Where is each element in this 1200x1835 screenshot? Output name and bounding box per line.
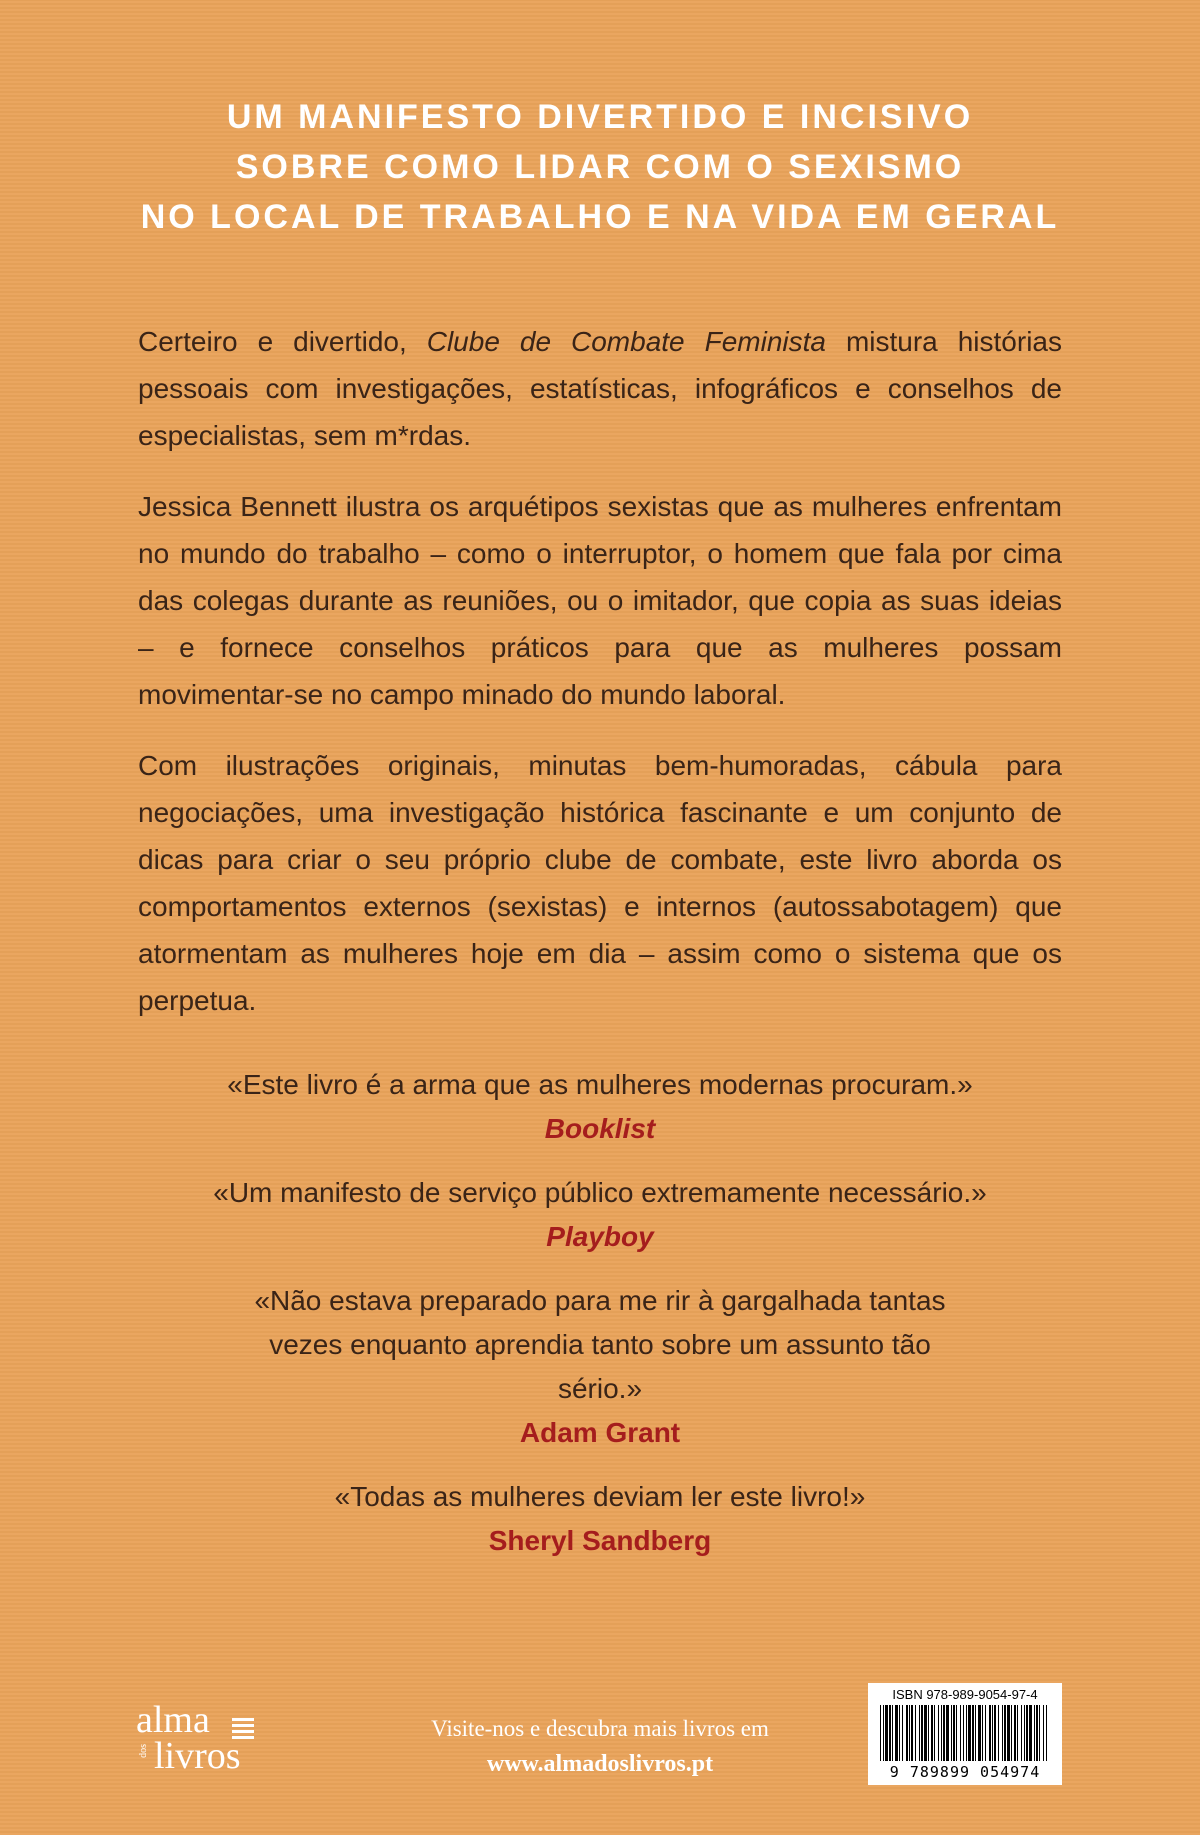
book-title: Clube de Combate Feminista	[426, 326, 826, 357]
barcode-bar	[911, 1705, 913, 1761]
barcode-bar	[989, 1705, 991, 1761]
barcode-bar	[931, 1705, 933, 1761]
barcode-bar	[960, 1705, 961, 1761]
barcode-bar	[889, 1705, 891, 1761]
barcode-bar	[956, 1705, 957, 1761]
barcode-bar	[982, 1705, 983, 1761]
barcode-bar	[1007, 1705, 1010, 1761]
quote-text: «Não estava preparado para me rir à gargalhada tantas vezes enquanto aprendia tanto sobre um assunto tão sério.»	[254, 1285, 946, 1404]
blurb-paragraph-2: Jessica Bennett ilustra os arquétipos sexistas que as mulheres enfrentam no mundo do trabalho – como o interruptor, o homem que fala por cima das colegas durante as reuniões, ou o imitador, que copia as suas ideias – e fornece conselhos práticos para que as mulheres possam movimentar-se no campo minado do mundo laboral.	[138, 491, 1062, 710]
logo-word-livros: livros	[154, 1735, 241, 1777]
blurb-p1-rest: mistura histórias pessoais com investigações, estatísticas, infográficos e conselhos de especialistas, sem m*rdas.	[138, 326, 1062, 451]
barcode-bars	[878, 1705, 1052, 1763]
barcode-bar	[972, 1705, 974, 1761]
barcode-bar	[921, 1705, 923, 1761]
barcode-bar	[909, 1705, 910, 1761]
review-quote	[60, 1171, 1140, 1259]
barcode-bar	[992, 1705, 993, 1761]
barcode-bar	[1034, 1705, 1035, 1761]
quote-text: «Este livro é a arma que as mulheres modernas procuram.»	[227, 1069, 973, 1100]
barcode-bar	[953, 1705, 955, 1761]
publisher-visit	[380, 1712, 820, 1782]
quote-text: «Todas as mulheres deviam ler este livro!»	[334, 1481, 866, 1512]
barcode-bar	[1014, 1705, 1016, 1761]
barcode-bar	[994, 1705, 996, 1761]
barcode-bar	[883, 1705, 884, 1761]
barcode-bar	[915, 1705, 916, 1761]
barcode-bar	[924, 1705, 927, 1761]
barcode-bar	[934, 1705, 935, 1761]
visit-text: Visite-nos e descubra mais livros em	[431, 1716, 769, 1741]
barcode-bar	[1021, 1705, 1022, 1761]
barcode-bar	[1024, 1705, 1025, 1761]
blurb-p1-intro: Certeiro e divertido,	[138, 326, 427, 357]
barcode-bar	[1039, 1705, 1040, 1761]
barcode-bar	[941, 1705, 942, 1761]
review-quote	[60, 1279, 1140, 1455]
barcode-bar	[968, 1705, 971, 1761]
barcode-bar	[966, 1705, 967, 1761]
barcode-bar	[951, 1705, 952, 1761]
barcode-bar	[885, 1705, 888, 1761]
barcode-bar	[943, 1705, 945, 1761]
barcode-bar	[899, 1705, 900, 1761]
barcode-bar	[1017, 1705, 1018, 1761]
quote-source: Sheryl Sandberg	[488, 1525, 712, 1556]
website-link[interactable]: www.almadoslivros.pt	[486, 1751, 714, 1777]
isbn-label: ISBN 978-989-9054-97-4	[892, 1687, 1038, 1702]
blurb	[138, 318, 1062, 1048]
publisher-logo	[136, 1700, 276, 1780]
barcode-bar	[880, 1705, 881, 1761]
quote-text: «Um manifesto de serviço público extremamente necessário.»	[213, 1177, 987, 1208]
barcode-bar	[985, 1705, 986, 1761]
logo-word-alma: alma	[136, 1699, 210, 1741]
headline	[0, 92, 1200, 242]
barcode-bar	[1011, 1705, 1012, 1761]
barcode-bar	[998, 1705, 999, 1761]
barcode-bar	[1043, 1705, 1044, 1761]
barcode-bar	[978, 1705, 981, 1761]
barcode-bar	[1029, 1705, 1032, 1761]
barcode-digits: 9 789899 054974	[889, 1763, 1041, 1781]
headline-line-3: NO LOCAL DE TRABALHO E NA VIDA EM GERAL	[140, 198, 1060, 236]
headline-line-1: UM MANIFESTO DIVERTIDO E INCISIVO	[226, 98, 974, 136]
barcode-bar	[1036, 1705, 1038, 1761]
review-quote	[60, 1063, 1140, 1151]
barcode-bar	[1026, 1705, 1028, 1761]
barcode-bar	[906, 1705, 908, 1761]
barcode-bar	[895, 1705, 898, 1761]
barcode-bar	[946, 1705, 949, 1761]
barcode-bar	[1004, 1705, 1006, 1761]
barcode-bar	[975, 1705, 976, 1761]
barcode-bar	[963, 1705, 964, 1761]
quote-source: Booklist	[544, 1113, 656, 1144]
blurb-paragraph-1	[138, 318, 1062, 459]
barcode-bar	[902, 1705, 903, 1761]
blurb-paragraph-3: Com ilustrações originais, minutas bem-humoradas, cábula para negociações, uma investigação histórica fascinante e um conjunto de dicas para criar o seu próprio clube de combate, este livro aborda os comportamentos externos (sexistas) e internos (autossabotagem) que atormentam as mulheres hoje em dia – assim como o sistema que os perpetua.	[138, 750, 1062, 1016]
barcode-bar	[892, 1705, 893, 1761]
isbn-barcode	[868, 1683, 1062, 1785]
barcode-bar	[919, 1705, 920, 1761]
logo-word-dos: dos	[138, 1744, 149, 1758]
barcode-bar	[1046, 1705, 1047, 1761]
review-quote	[60, 1475, 1140, 1563]
quote-source: Playboy	[546, 1221, 654, 1252]
barcode-bar	[928, 1705, 929, 1761]
headline-line-2: SOBRE COMO LIDAR COM O SEXISMO	[235, 148, 965, 186]
barcode-bar	[938, 1705, 939, 1761]
review-quotes	[60, 1063, 1140, 1583]
quote-source: Adam Grant	[519, 1417, 681, 1448]
barcode-bar	[1002, 1705, 1003, 1761]
